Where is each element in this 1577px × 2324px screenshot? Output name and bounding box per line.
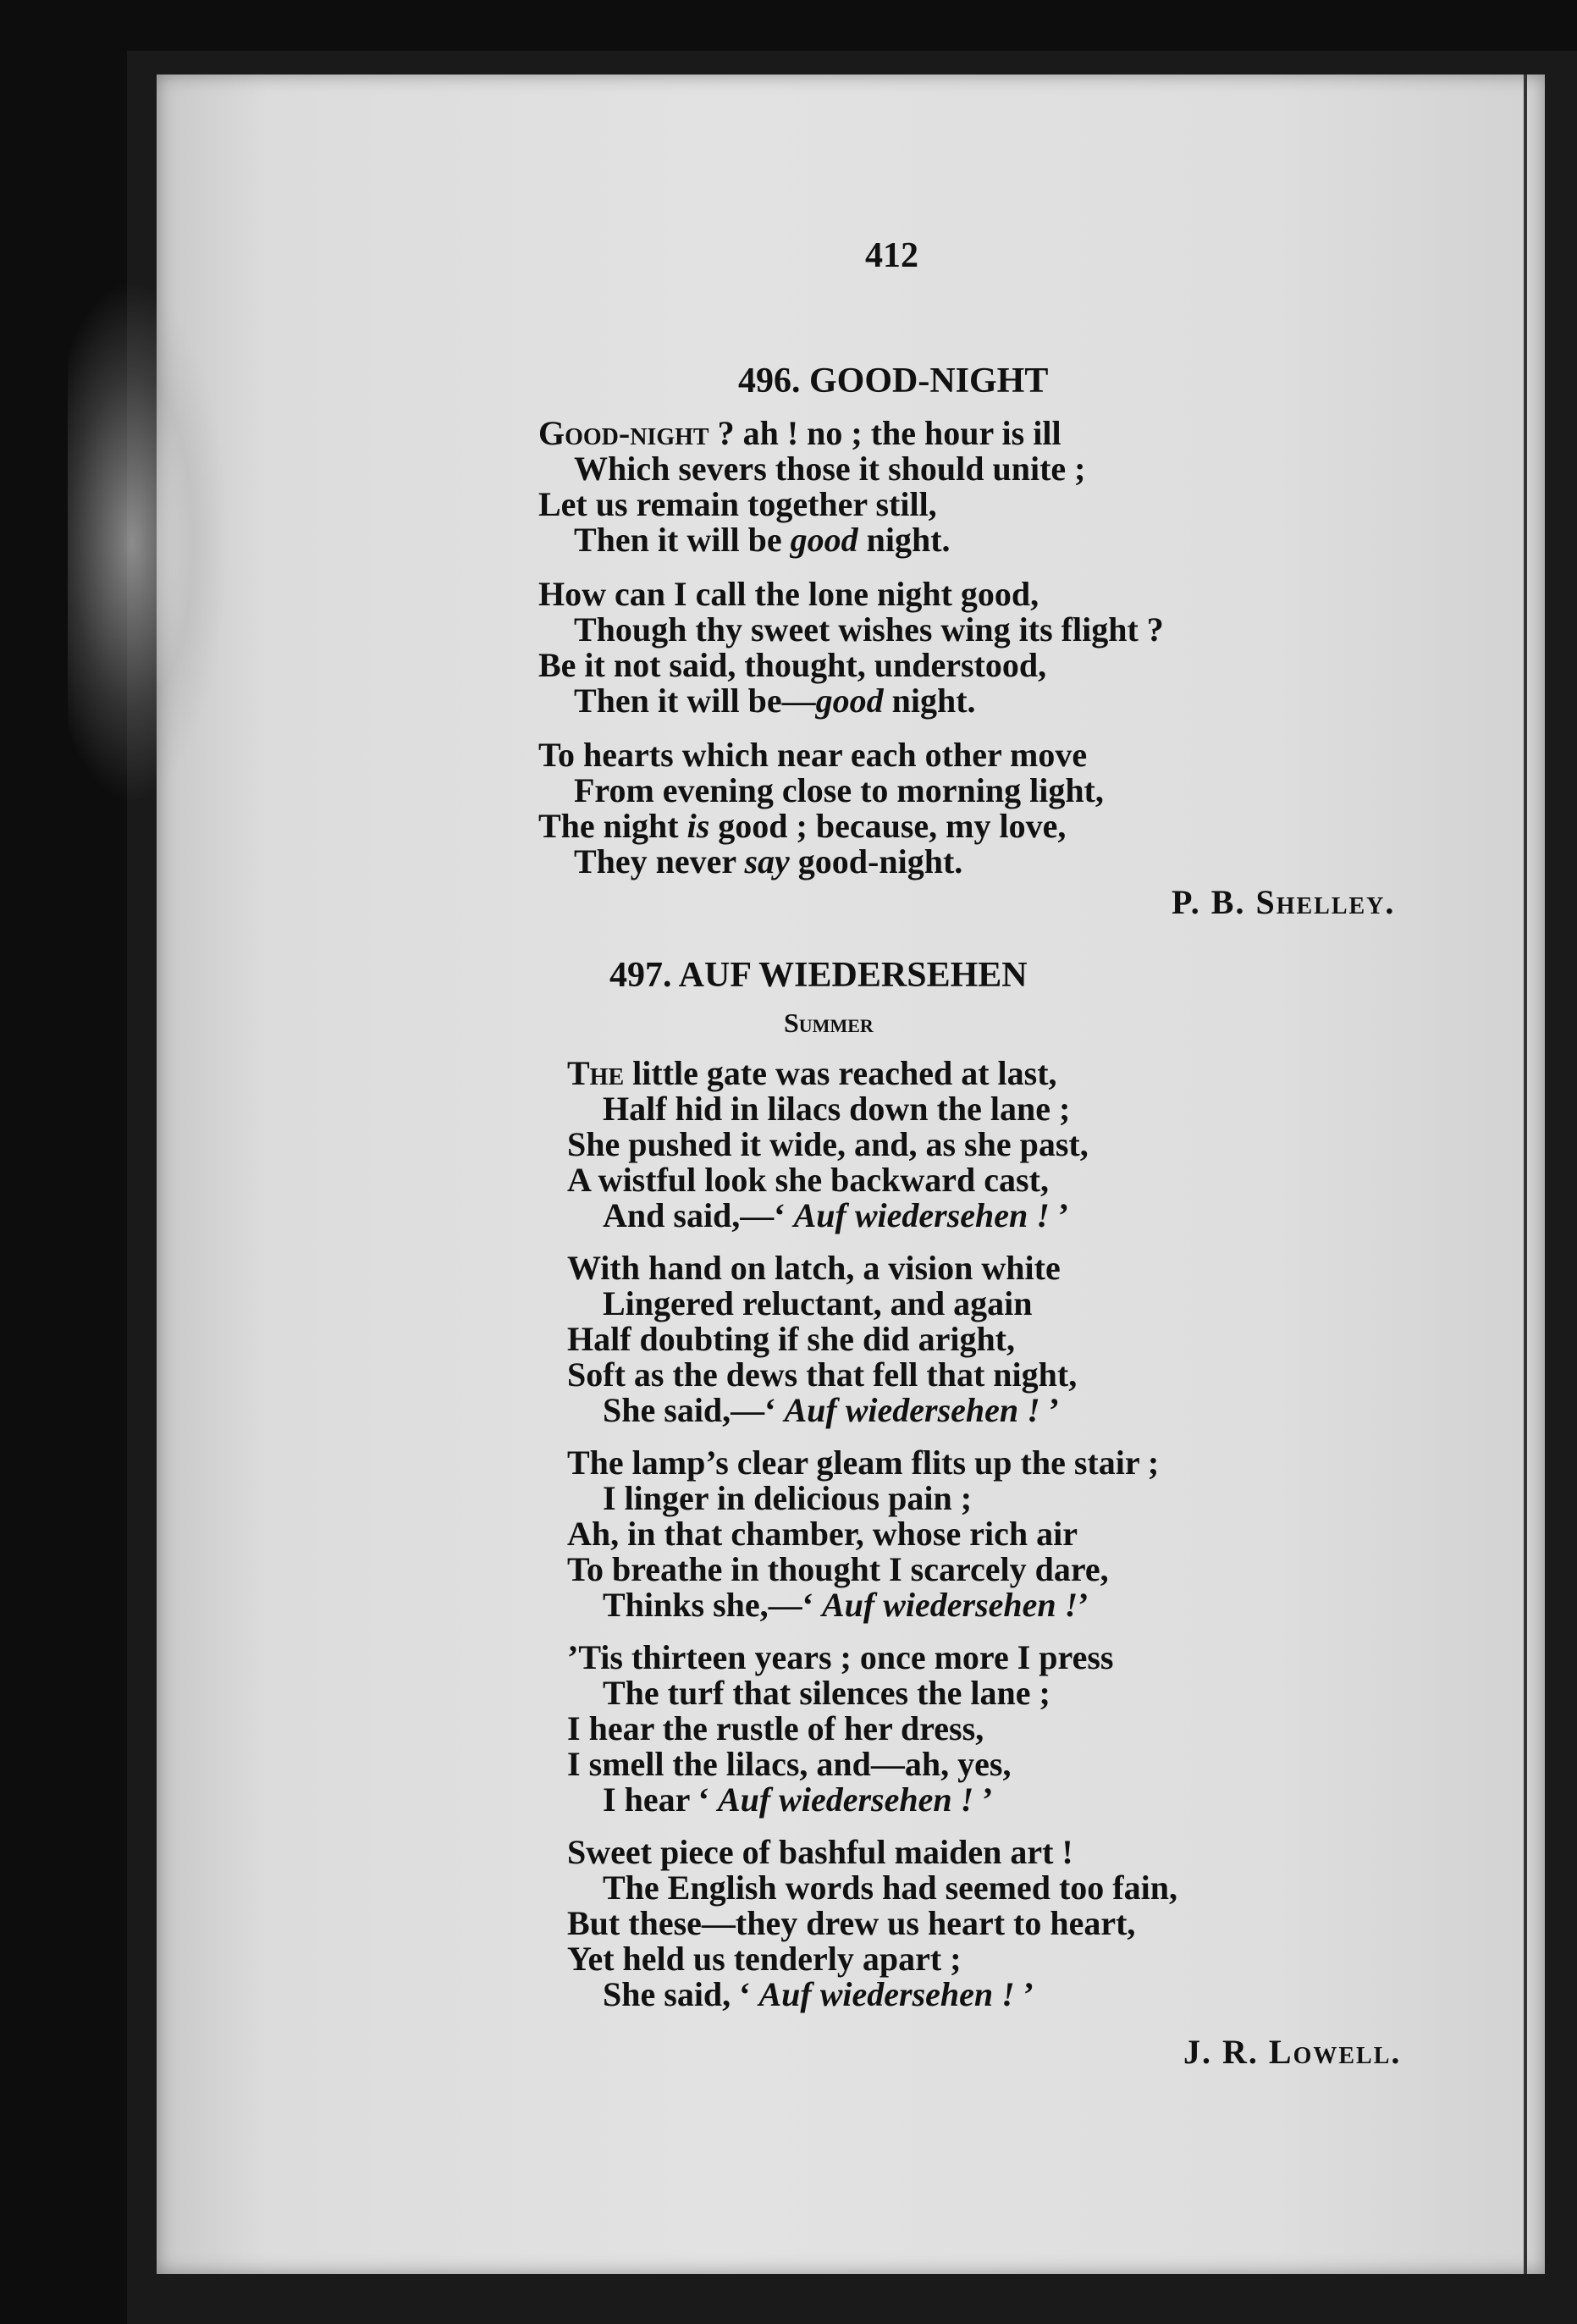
poem-line: Soft as the dews that fell that night,: [567, 1355, 1078, 1394]
poem-line: Good-night ? ah ! no ; the hour is ill: [538, 414, 1061, 452]
poem-line: They never say good-night.: [574, 842, 963, 880]
poem-line: And said,—‘ Auf wiedersehen ! ’: [603, 1196, 1070, 1234]
poem-497-title: 497. AUF WIEDERSEHEN: [609, 956, 1028, 995]
poem-line: From evening close to morning light,: [574, 771, 1104, 809]
page-number: 412: [865, 236, 918, 275]
poem-line: Yet held us tenderly apart ;: [567, 1940, 962, 1978]
poem-line: I hear the rustle of her dress,: [567, 1709, 984, 1747]
poem-line: To breathe in thought I scarcely dare,: [567, 1550, 1109, 1588]
poem-line: The lamp’s clear gleam flits up the stair ;: [567, 1444, 1160, 1482]
poem-line: To hearts which near each other move: [538, 736, 1088, 774]
poem-line: The English words had seemed too fain,: [603, 1869, 1177, 1907]
poem-line: She pushed it wide, and, as she past,: [567, 1125, 1089, 1163]
poem-496-title: 496. GOOD-NIGHT: [738, 362, 1049, 400]
poem-line: I smell the lilacs, and—ah, yes,: [567, 1745, 1012, 1783]
poem-line: ’Tis thirteen years ; once more I press: [567, 1638, 1114, 1676]
poem-line: I linger in delicious pain ;: [603, 1479, 973, 1517]
poem-line: With hand on latch, a vision white: [567, 1249, 1061, 1287]
poem-line: Half doubting if she did aright,: [567, 1320, 1016, 1358]
poem-line: Lingered reluctant, and again: [603, 1284, 1033, 1322]
poem-line: Ah, in that chamber, whose rich air: [567, 1515, 1078, 1553]
poem-line: How can I call the lone night good,: [538, 575, 1039, 613]
poem-line: The night is good ; because, my love,: [538, 807, 1067, 845]
poem-497-subtitle: Summer: [784, 1007, 874, 1038]
poem-line: Half hid in lilacs down the lane ;: [603, 1090, 1071, 1128]
poem-line: Let us remain together still,: [538, 485, 937, 523]
poem-496-author: P. B. Shelley.: [1172, 883, 1396, 921]
poem-497-author: J. R. Lowell.: [1183, 2033, 1402, 2071]
poem-line: I hear ‘ Auf wiedersehen ! ’: [603, 1780, 994, 1819]
poem-line: Then it will be—good night.: [574, 682, 976, 720]
poem-line: She said, ‘ Auf wiedersehen ! ’: [603, 1975, 1035, 2013]
poem-line: Sweet piece of bashful maiden art !: [567, 1833, 1073, 1871]
poem-line: Which severs those it should unite ;: [574, 450, 1086, 488]
poem-line: Then it will be good night.: [574, 521, 951, 559]
poem-line: The turf that silences the lane ;: [603, 1674, 1050, 1712]
poem-line: Though thy sweet wishes wing its flight ?: [574, 610, 1164, 649]
poem-line: She said,—‘ Auf wiedersehen ! ’: [603, 1391, 1061, 1429]
poem-line: A wistful look she backward cast,: [567, 1161, 1049, 1199]
poem-line: Be it not said, thought, understood,: [538, 646, 1047, 684]
poem-line: But these—they drew us heart to heart,: [567, 1904, 1136, 1942]
poem-line: Thinks she,—‘ Auf wiedersehen !’: [603, 1586, 1089, 1624]
poem-line: The little gate was reached at last,: [567, 1054, 1057, 1092]
